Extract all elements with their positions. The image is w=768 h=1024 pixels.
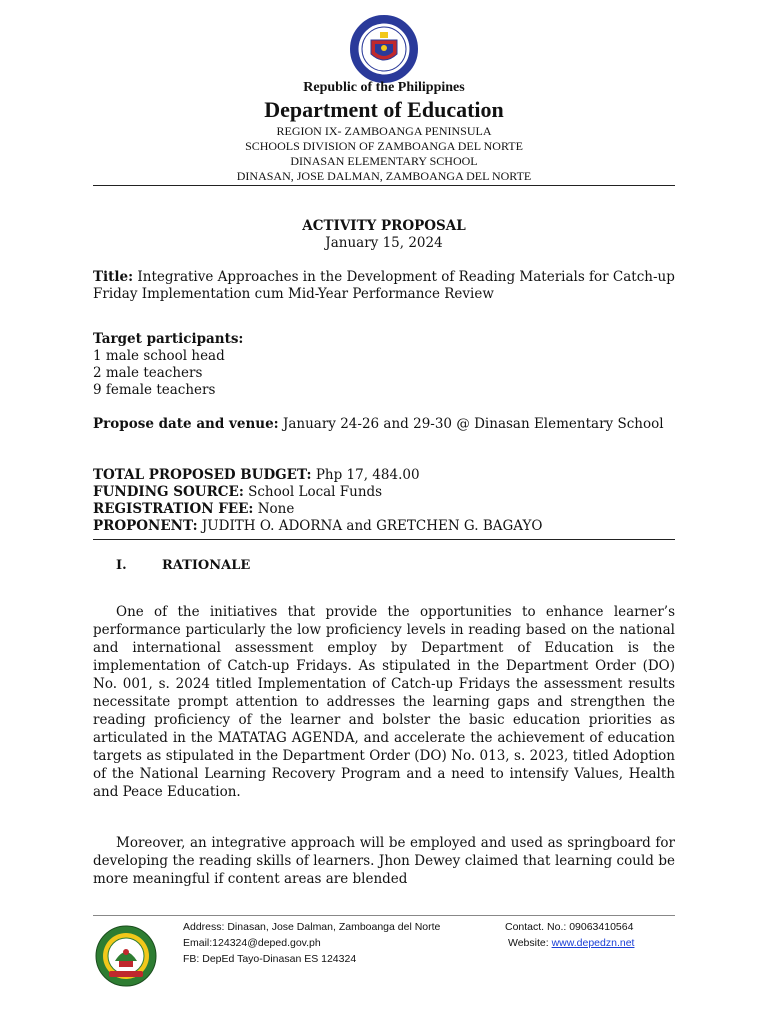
website-label: Website: [508, 937, 552, 949]
participant-item: 1 male school head [93, 348, 225, 364]
title-label: Title: [93, 269, 134, 285]
header-region: REGION IX- ZAMBOANGA PENINSULA [276, 124, 492, 138]
section-number: I. [116, 558, 127, 573]
header-division: SCHOOLS DIVISION OF ZAMBOANGA DEL NORTE [245, 139, 523, 153]
proposal-title [93, 269, 675, 303]
deped-seal-icon [349, 14, 419, 84]
header-school: DINASAN ELEMENTARY SCHOOL [290, 154, 478, 168]
footer-website [508, 937, 634, 949]
website-link[interactable]: www.depedzn.net [551, 937, 635, 949]
venue-text: January 24-26 and 29-30 @ Dinasan Elementary School [282, 416, 664, 432]
budget-value: Php 17, 484.00 [315, 467, 420, 483]
proposal-date: January 15, 2024 [325, 235, 443, 251]
proponent-label: PROPONENT: [93, 518, 198, 534]
fee-label: REGISTRATION FEE: [93, 501, 254, 517]
rationale-paragraph-1: One of the initiatives that provide the opportunities to enhance learner’s performance particularly the low proficiency levels in reading based on the national and international assessment employ by Department of Education is the implementation of Catch-up Fridays. As stipulated in the Department Order (DO) No. 001, s. 2024 titled Implementation of Catch-up Fridays the assessment results necessitate prompt attention to addresses the learning gaps and strengthen the reading proficiency of the learner and bolster the basic education priorities as articulated in the MATATAG AGENDA, and accelerate the achievement of education targets as stipulated in the Department Order (DO) No. 013, s. 2023, titled Adoption of the National Learning Recovery Program and a need to intensify Values, Health and Peace Education. [93, 604, 675, 800]
budget-label: TOTAL PROPOSED BUDGET: [93, 467, 312, 483]
section-title: RATIONALE [162, 558, 251, 573]
footer-divider [93, 915, 675, 916]
proponent-value: JUDITH O. ADORNA and GRETCHEN G. BAGAYO [201, 518, 543, 534]
school-logo-icon [95, 925, 157, 987]
proposal-heading: ACTIVITY PROPOSAL [302, 218, 466, 234]
venue-block [93, 416, 675, 433]
fee-value: None [257, 501, 295, 517]
footer-contact: Contact. No.: 09063410564 [505, 921, 634, 933]
header-divider [93, 185, 675, 186]
header-department: Department of Education [264, 97, 504, 122]
participant-item: 9 female teachers [93, 382, 216, 398]
participant-item: 2 male teachers [93, 365, 203, 381]
footer-fb: FB: DepEd Tayo-Dinasan ES 124324 [183, 953, 357, 965]
venue-label: Propose date and venue: [93, 416, 279, 432]
title-text: Integrative Approaches in the Development of Reading Materials for Catch-up Friday Implementation cum Mid-Year Performance Review [93, 269, 675, 302]
budget-block [93, 467, 675, 535]
footer-email: Email:124324@deped.gov.ph [183, 937, 321, 949]
participants-block [93, 331, 675, 399]
footer-address: Address: Dinasan, Jose Dalman, Zamboanga del Norte [183, 921, 441, 933]
section-divider [93, 539, 675, 540]
rationale-paragraph-2: Moreover, an integrative approach will be employed and used as springboard for developing the reading skills of learners. Jhon Dewey claimed that learning could be more meaningful if content areas are blended [93, 835, 675, 887]
funding-label: FUNDING SOURCE: [93, 484, 244, 500]
header-address: DINASAN, JOSE DALMAN, ZAMBOANGA DEL NORTE [236, 169, 532, 183]
participants-label: Target participants: [93, 331, 244, 347]
header-republic: Republic of the Philippines [303, 80, 465, 95]
funding-value: School Local Funds [248, 484, 383, 500]
